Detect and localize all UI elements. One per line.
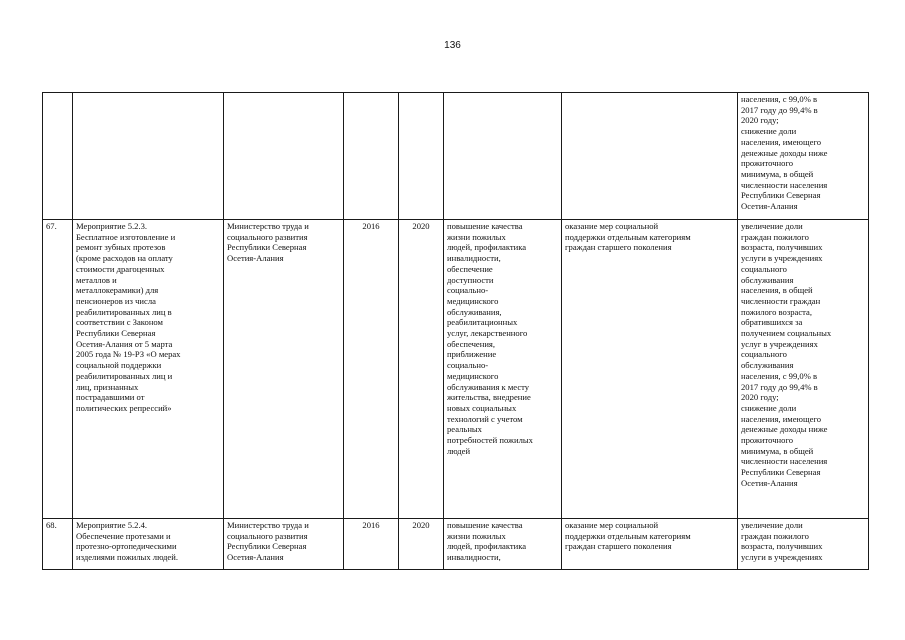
start-year-cell bbox=[344, 93, 399, 220]
end-year-cell: 2020 bbox=[399, 220, 444, 519]
result-cell: повышение качества жизни пожилых людей, профилактика инвалидности, bbox=[444, 519, 562, 570]
link-cell bbox=[562, 93, 738, 220]
row-number: 67. bbox=[43, 220, 73, 519]
indicators-cell: увеличение доли граждан пожилого возраста, получивших услуги в учреждениях bbox=[738, 519, 869, 570]
end-year-cell: 2020 bbox=[399, 519, 444, 570]
table-row bbox=[43, 519, 869, 570]
executor-cell: Министерство труда и социального развития Республики Северная Осетия-Алания bbox=[224, 519, 344, 570]
executor-cell: Министерство труда и социального развития Республики Северная Осетия-Алания bbox=[224, 220, 344, 519]
indicators-cell: увеличение доли граждан пожилого возраста, получивших услуги в учреждениях социального обслуживания населения, в общей численности граждан пожилого возраста, обратившихся за получением социальных услуг в учреждениях социального обслуживания населения, с 99,0% в 2017 году до 99,4% в 2020 году; снижение доли населения, имеющего денежные доходы ниже прожиточного минимума, в общей численности населения Республики Северная Осетия-Алания bbox=[738, 220, 869, 519]
indicators-cell: населения, с 99,0% в 2017 году до 99,4% в 2020 году; снижение доли населения, имеющего денежные доходы ниже прожиточного минимума, в общей численности населения Республики Северная Осетия-Алания bbox=[738, 93, 869, 220]
executor-cell bbox=[224, 93, 344, 220]
link-cell: оказание мер социальной поддержки отдельным категориям граждан старшего поколения bbox=[562, 519, 738, 570]
page-number: 136 bbox=[444, 40, 461, 51]
table-row bbox=[43, 220, 869, 519]
end-year-cell bbox=[399, 93, 444, 220]
measure-cell: Мероприятие 5.2.4. Обеспечение протезами и протезно-ортопедическими изделиями пожилых людей. bbox=[73, 519, 224, 570]
measure-cell bbox=[73, 93, 224, 220]
table-row bbox=[43, 93, 869, 220]
measures-table bbox=[42, 92, 869, 570]
result-cell: повышение качества жизни пожилых людей, профилактика инвалидности, обеспечение доступности социально- медицинского обслуживания, реабилитационных услуг, лекарственного обеспечения, приближение социально- медицинского обслуживания к месту жительства, внедрение новых социальных технологий с учетом реальных потребностей пожилых людей bbox=[444, 220, 562, 519]
link-cell: оказание мер социальной поддержки отдельным категориям граждан старшего поколения bbox=[562, 220, 738, 519]
start-year-cell: 2016 bbox=[344, 519, 399, 570]
start-year-cell: 2016 bbox=[344, 220, 399, 519]
row-number bbox=[43, 93, 73, 220]
measure-cell: Мероприятие 5.2.3. Бесплатное изготовление и ремонт зубных протезов (кроме расходов на оплату стоимости драгоценных металлов и металлокерамики) для пенсионеров из числа реабилитированных лиц в соответствии с Законом Республики Северная Осетия-Алания от 5 марта 2005 года № 19-РЗ «О мерах социальной поддержки реабилитированных лиц и лиц, признанных пострадавшими от политических репрессий» bbox=[73, 220, 224, 519]
row-number: 68. bbox=[43, 519, 73, 570]
result-cell bbox=[444, 93, 562, 220]
